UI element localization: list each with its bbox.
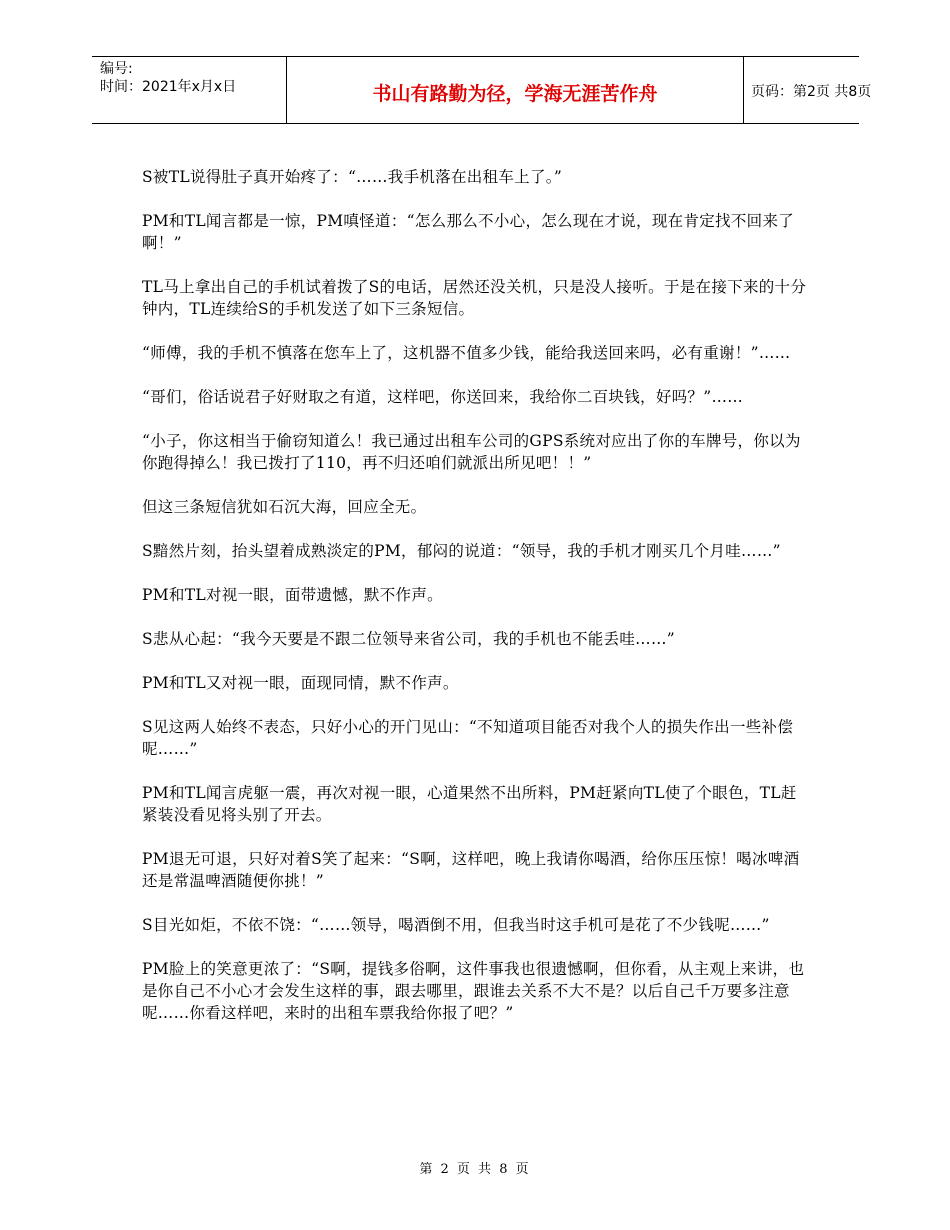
header-motto-cell [286, 57, 744, 123]
paragraph: “师傅，我的手机不慎落在您车上了，这机器不值多少钱，能给我送回来吗，必有重谢！”…… [142, 344, 791, 362]
paragraph: S见这两人始终不表态，只好小心的开门见山：“不知道项目能否对我个人的损失作出一些补偿呢……” [142, 718, 794, 758]
paragraph: PM和TL对视一眼，面带遗憾，默不作声。 [142, 586, 443, 604]
paragraph: PM和TL闻言都是一惊，PM嗔怪道：“怎么那么不小心，怎么现在才说，现在肯定找不回来了啊！” [142, 212, 795, 252]
page-footer: 第 2 页 共 8 页 [419, 1162, 531, 1177]
header-page-info: 页码：第2页 共8页 [751, 84, 872, 100]
paragraph: S目光如炬，不依不饶：“……领导，喝酒倒不用，但我当时这手机可是花了不少钱呢……” [142, 916, 770, 934]
header-page-cell [743, 57, 872, 123]
paragraph: “小子，你这相当于偷窃知道么！我已通过出租车公司的GPS系统对应出了你的车牌号，你以为你跑得掉么！我已拨打了110，再不归还咱们就派出所见吧！！” [142, 432, 801, 472]
paragraph: S黯然片刻，抬头望着成熟淡定的PM，郁闷的说道：“领导，我的手机才刚买几个月哇……” [142, 542, 781, 560]
paragraph: “哥们，俗话说君子好财取之有道，这样吧，你送回来，我给你二百块钱，好吗？”…… [142, 388, 744, 406]
document-number-label: 编号: [100, 61, 133, 77]
paragraph: 但这三条短信犹如石沉大海，回应全无。 [142, 498, 427, 516]
paragraph: S悲从心起：“我今天要是不跟二位领导来省公司，我的手机也不能丢哇……” [142, 630, 675, 648]
paragraph: PM退无可退，只好对着S笑了起来：“S啊，这样吧，晚上我请你喝酒，给你压压惊！喝冰啤酒还是常温啤酒随便你挑！” [142, 850, 800, 890]
header-meta-cell [92, 57, 286, 123]
paragraph: PM和TL闻言虎躯一震，再次对视一眼，心道果然不出所料，PM赶紧向TL使了个眼色，TL赶紧装没看见将头别了开去。 [142, 784, 797, 824]
paragraph: PM和TL又对视一眼，面现同情，默不作声。 [142, 674, 459, 692]
paragraph: PM脸上的笑意更浓了：“S啊，提钱多俗啊，这件事我也很遗憾啊，但你看，从主观上来讲，也是你自己不小心才会发生这样的事，跟去哪里，跟谁去关系不大不是？以后自己千万要多注意呢……你看这样吧，来时的出租车票我给你报了吧？” [142, 960, 805, 1022]
header-motto: 书山有路勤为径，学海无涯苦作舟 [372, 83, 658, 105]
page-header [92, 56, 872, 124]
document-body [142, 166, 808, 1046]
document-time-label: 时间：2021年x月x日 [100, 79, 237, 95]
paragraph: TL马上拿出自己的手机试着拨了S的电话，居然还没关机，只是没人接听。于是在接下来的十分钟内，TL连续给S的手机发送了如下三条短信。 [142, 278, 807, 318]
paragraph: S被TL说得肚子真开始疼了：“……我手机落在出租车上了。” [142, 168, 563, 186]
